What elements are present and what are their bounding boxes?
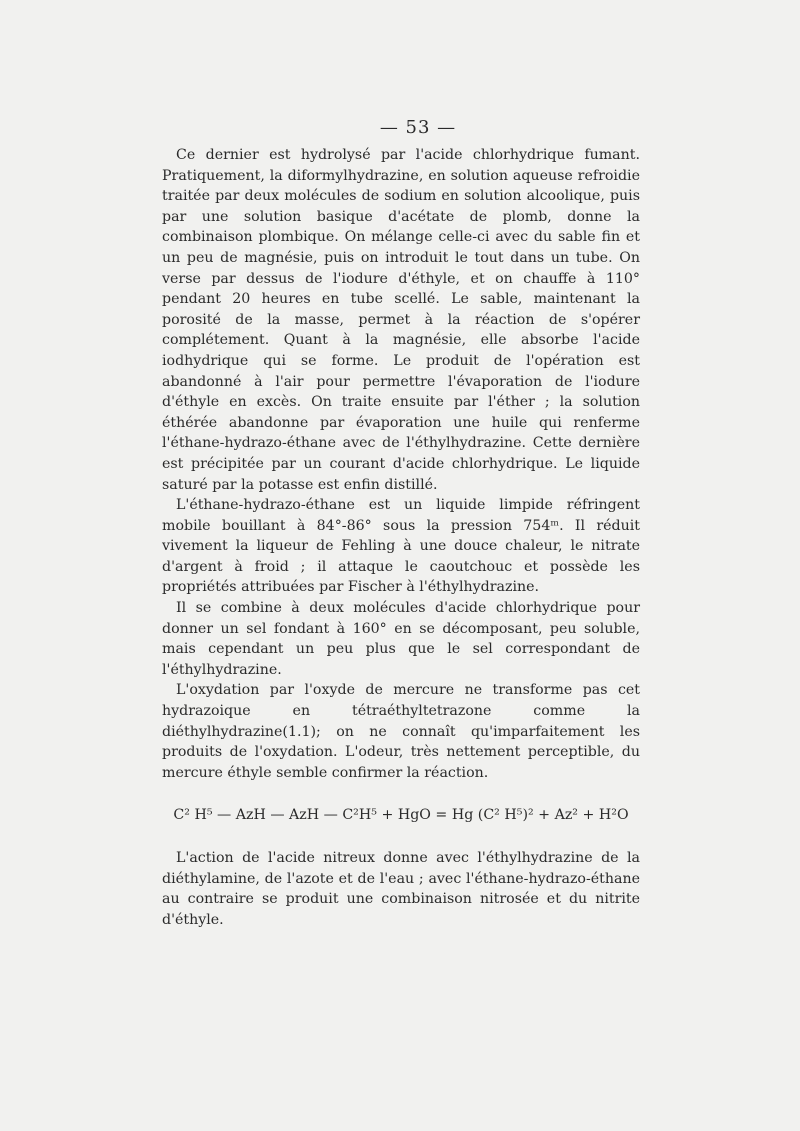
chemical-equation: C² H⁵ — AzH — AzH — C²H⁵ + HgO = Hg (C² H⁵)² + Az² + H²O — [173, 807, 629, 824]
paragraph-preparation: Ce dernier est hydrolysé par l'acide chlorhydrique fumant. Pratiquement, la diformylhydrazine, en solution aqueuse refroidie traitée par deux molécules de sodium en solution alcoolique, puis par une solution basique d'acétate de plomb, donne la combinaison plombique. On mélange celle-ci avec du sable fin et un peu de magnésie, puis on introduit le tout dans un tube. On verse par dessus de l'iodure d'éthyle, et on chauffe à 110° pendant 20 heures en tube scellé. Le sable, maintenant la porosité de la masse, permet à la réaction de s'opérer complétement. Quant à la magnésie, elle absorbe l'acide iodhydrique qui se forme. Le produit de l'opération est abandonné à l'air pour permettre l'évaporation de l'iodure d'éthyle en excès. On traite ensuite par l'éther ; la solution éthérée abandonne par évaporation une huile qui renferme l'éthane-hydrazo-éthane avec de l'éthylhydrazine. Cette dernière est précipitée par un courant d'acide chlorhydrique. Le liquide saturé par la potasse est enfin distillé. — [162, 147, 640, 493]
paragraph-hydrochloride: Il se combine à deux molécules d'acide chlorhydrique pour donner un sel fondant à 160° en se décomposant, peu soluble, mais cependant un peu plus que le sel correspondant de l'éthylhydrazine. — [162, 600, 640, 678]
body-text — [162, 145, 640, 930]
paragraph-oxidation: L'oxydation par l'oxyde de mercure ne transforme pas cet hydrazoique en tétraéthyltetrazone comme la diéthylhydrazine(1.1); on ne connaît qu'imparfaitement les produits de l'oxydation. L'odeur, très nettement perceptible, du mercure éthyle semble confirmer la réaction. — [162, 682, 640, 781]
page-number: — 53 — — [379, 117, 457, 138]
paragraph-nitrous-acid: L'action de l'acide nitreux donne avec l'éthylhydrazine de la diéthylamine, de l'azote et de l'eau ; avec l'éthane-hydrazo-éthane au contraire se produit une combinaison nitrosée et du nitrite d'éthyle. — [162, 850, 640, 928]
paragraph-properties: L'éthane-hydrazo-éthane est un liquide limpide réfringent mobile bouillant à 84°-86° sous la pression 754ᵐ. Il réduit vivement la liqueur de Fehling à une douce chaleur, le nitrate d'argent à froid ; il attaque le caoutchouc et possède les propriétés attribuées par Fischer à l'éthylhydrazine. — [162, 497, 640, 596]
